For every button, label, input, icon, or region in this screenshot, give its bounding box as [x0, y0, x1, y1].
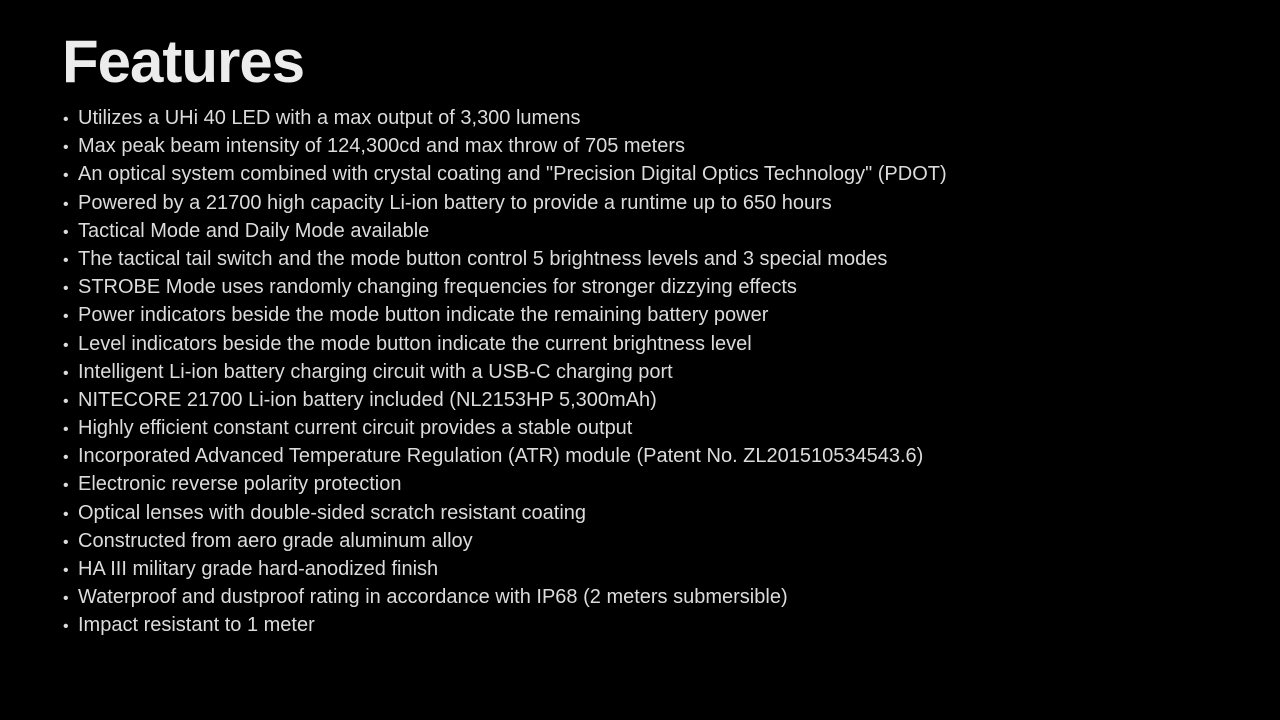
feature-item	[63, 132, 947, 160]
feature-text: Optical lenses with double-sided scratch resistant coating	[78, 501, 587, 524]
feature-item	[63, 611, 947, 639]
feature-item	[63, 442, 947, 470]
feature-text: Level indicators beside the mode button indicate the current brightness level	[78, 332, 752, 355]
feature-item	[63, 583, 947, 611]
feature-item	[63, 499, 947, 527]
bullet-icon: •	[63, 618, 69, 636]
feature-item	[63, 358, 947, 386]
feature-text: Incorporated Advanced Temperature Regulation (ATR) module (Patent No. ZL201510534543.6)	[78, 445, 924, 468]
feature-text: Powered by a 21700 high capacity Li-ion battery to provide a runtime up to 650 hours	[78, 191, 832, 214]
bullet-icon: •	[63, 590, 69, 608]
feature-text: STROBE Mode uses randomly changing frequencies for stronger dizzying effects	[78, 276, 797, 299]
bullet-icon: •	[63, 139, 69, 157]
bullet-icon: •	[63, 308, 69, 326]
bullet-icon: •	[63, 280, 69, 298]
bullet-icon: •	[63, 223, 69, 241]
feature-text: Constructed from aero grade aluminum alloy	[78, 529, 473, 552]
feature-text: The tactical tail switch and the mode button control 5 brightness levels and 3 special modes	[78, 247, 888, 270]
feature-item	[63, 189, 947, 217]
bullet-icon: •	[63, 449, 69, 467]
feature-text: Utilizes a UHi 40 LED with a max output of 3,300 lumens	[78, 107, 581, 129]
feature-text: NITECORE 21700 Li-ion battery included (NL2153HP 5,300mAh)	[78, 388, 657, 411]
feature-item	[63, 273, 947, 301]
feature-text: Impact resistant to 1 meter	[78, 614, 315, 637]
bullet-icon: •	[63, 111, 69, 128]
bullet-icon: •	[63, 533, 69, 551]
features-list	[63, 104, 947, 640]
feature-text: Highly efficient constant current circuit provides a stable output	[78, 417, 633, 440]
bullet-icon: •	[63, 421, 69, 439]
feature-item	[63, 301, 947, 329]
feature-text: HA III military grade hard-anodized finish	[78, 558, 439, 580]
feature-text: Tactical Mode and Daily Mode available	[78, 219, 430, 242]
feature-text: An optical system combined with crystal coating and "Precision Digital Optics Technology" (PDOT)	[78, 163, 947, 186]
feature-item	[63, 104, 947, 132]
slide-title: Features	[62, 28, 305, 95]
bullet-icon: •	[63, 251, 69, 269]
feature-text: Power indicators beside the mode button indicate the remaining battery power	[78, 304, 769, 327]
feature-item	[63, 245, 947, 273]
feature-item	[63, 160, 947, 188]
feature-item	[63, 386, 947, 414]
bullet-icon: •	[63, 392, 69, 410]
bullet-icon: •	[63, 167, 69, 185]
bullet-icon: •	[63, 562, 69, 579]
bullet-icon: •	[63, 364, 69, 382]
feature-item	[63, 217, 947, 245]
feature-text: Max peak beam intensity of 124,300cd and max throw of 705 meters	[78, 135, 686, 158]
feature-item	[63, 414, 947, 442]
bullet-icon: •	[63, 195, 69, 213]
feature-text: Waterproof and dustproof rating in accordance with IP68 (2 meters submersible)	[78, 586, 788, 609]
bullet-icon: •	[63, 336, 69, 354]
feature-item	[63, 330, 947, 358]
feature-text: Intelligent Li-ion battery charging circuit with a USB-C charging port	[78, 360, 673, 383]
feature-text: Electronic reverse polarity protection	[78, 473, 402, 496]
bullet-icon: •	[63, 477, 69, 495]
bullet-icon: •	[63, 505, 69, 523]
feature-item	[63, 470, 947, 498]
feature-item	[63, 555, 947, 583]
feature-item	[63, 527, 947, 555]
